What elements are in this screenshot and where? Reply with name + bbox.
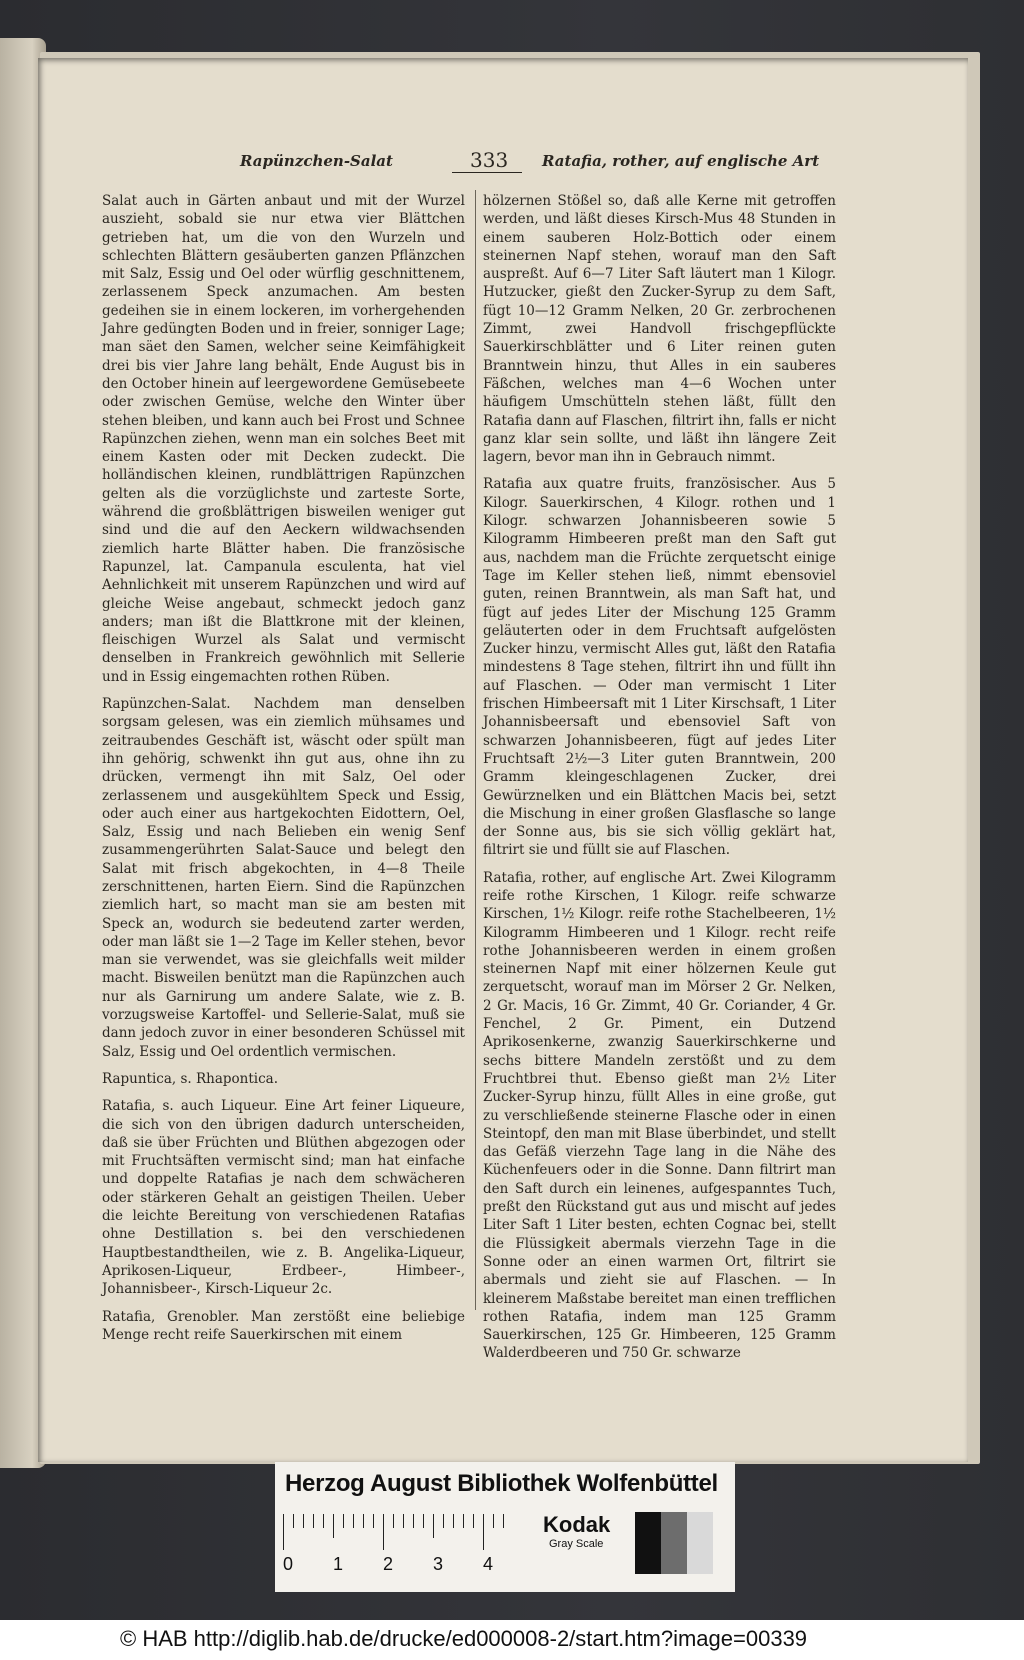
- paragraph: Rapuntica, s. Rhapontica.: [102, 1070, 279, 1087]
- ruler-number: 4: [483, 1554, 494, 1574]
- page-number: 333: [470, 148, 509, 172]
- ruler-tick: [503, 1514, 504, 1528]
- running-head-right: Ratafia, rother, auf englische Art: [542, 152, 820, 170]
- ruler-tick: [433, 1514, 434, 1538]
- ruler-tick: [483, 1514, 484, 1550]
- ruler-tick: [333, 1514, 334, 1538]
- footer-bar: [0, 1620, 1024, 1660]
- kodak-label: [543, 1512, 610, 1550]
- color-calibration-bar: [275, 1462, 735, 1592]
- page-header: [60, 92, 920, 176]
- kodak-gray-scale-label: Gray Scale: [549, 1538, 604, 1550]
- institution-label: Herzog August Bibliothek Wolfenbüttel: [285, 1470, 718, 1497]
- ruler-tick: [343, 1514, 344, 1528]
- ruler-tick: [443, 1514, 444, 1528]
- ruler-tick: [423, 1514, 424, 1528]
- gray-patch-black: [635, 1512, 661, 1574]
- ruler-number: 1: [333, 1554, 344, 1574]
- ruler-number: 3: [433, 1554, 444, 1574]
- ruler-tick: [293, 1514, 294, 1528]
- ruler-tick: [363, 1514, 364, 1528]
- paragraph: Ratafia, s. auch Liqueur. Eine Art feiner Liqueure, die sich von den übrigen dadurch unterscheiden, daß sie über Früchten und Blüthen abgezogen oder mit Fruchtsäften vermischt sind; man hat einfache und doppelte Ratafias je nach dem schwächeren oder stärkeren Gehalt an geistigen Theilen. Ueber die leichte Bereitung von verschiedenen Ratafias ohne Destillation s. bei den verschiedenen Hauptbestandtheilen, wie z. B. Angelika-Liqueur, Aprikosen-Liqueur, Erdbeer-, Himbeer-, Johannisbeer-, Kirsch-Liqueur 2c.: [102, 1098, 465, 1298]
- ruler: [283, 1514, 513, 1552]
- right-text-column: [483, 192, 836, 1372]
- ruler-tick: [463, 1514, 464, 1528]
- ruler-tick: [323, 1514, 324, 1528]
- paragraph: Ratafia aux quatre fruits, französischer. Aus 5 Kilogr. Sauerkirschen, 4 Kilogr. rothen und 1 Kilogr. schwarzen Johannisbeeren sowie 5 Kilogramm Himbeeren preßt man den Saft gut aus, nachdem man die Früchte zerquetscht einige Tage im Keller stehen ließ, nimmt ebensoviel guten, reinen Branntwein, als man Saft hat, und fügt auf jedes Liter der Mischung 125 Gramm geläuterten oder in dem Fruchtsaft aufgelösten Zucker hinzu, vermischt Alles gut, läßt den Ratafia mindestens 8 Tage stehen, filtrirt ihn und füllt ihn auf Flaschen. — Oder man vermischt 1 Liter frischen Himbeersaft mit 1 Liter Kirschsaft, 1 Liter Johannisbeersaft und ebensoviel Saft von schwarzen Johannisbeeren, fügt auf jedes Liter Fruchtsaft 2½—3 Liter guten Branntwein, 200 Gramm kleingeschlagenen Zucker, drei Gewürznelken und ein Blättchen Macis bei, setzt die Mischung in einer großen Glasflasche so lange der Sonne aus, bis sie sich völlig geklärt hat, filtrirt sie und füllt sie auf Flaschen.: [483, 476, 836, 859]
- ruler-tick: [413, 1514, 414, 1528]
- column-divider: [475, 190, 476, 1310]
- ruler-tick: [373, 1514, 374, 1528]
- running-head-left: Rapünzchen-Salat: [240, 152, 393, 170]
- gray-patch-mid: [661, 1512, 687, 1574]
- ruler-tick: [313, 1514, 314, 1528]
- left-text-column: [102, 192, 465, 1353]
- kodak-brand: Kodak: [543, 1512, 611, 1537]
- ruler-tick: [393, 1514, 394, 1528]
- paragraph: Ratafia, Grenobler. Man zerstößt eine beliebige Menge recht reife Sauerkirschen mit einem: [102, 1308, 465, 1343]
- ruler-number: 2: [383, 1554, 394, 1574]
- ruler-tick: [473, 1514, 474, 1528]
- paragraph: hölzernen Stößel so, daß alle Kerne mit getroffen werden, und läßt dieses Kirsch-Mus 48 Stunden in einem sauberen Holz-Bottich oder einem steinernen Napf stehen, worauf man den Saft auspreßt. Auf 6—7 Liter Saft läutert man 1 Kilogr. Hutzucker, gießt den Zucker-Syrup zu dem Saft, fügt 10—12 Gramm Nelken, 20 Gr. zerbrochenen Zimmt, zwei Handvoll frischgepflückte Sauerkirschblätter und 6 Liter reinen guten Branntwein hinzu, thut Alles in ein sauberes Fäßchen, welches man 4—6 Wochen unter häufigem Umschütteln stehen läßt, füllt den Ratafia dann auf Flaschen, filtrirt ihn, falls er nicht ganz klar sein sollte, und läßt ihn längere Zeit lagern, bevor man ihn in Gebrauch nimmt.: [483, 193, 836, 466]
- ruler-tick: [353, 1514, 354, 1528]
- paragraph: Ratafia, rother, auf englische Art. Zwei Kilogramm reife rothe Kirschen, 1 Kilogr. reife schwarze Kirschen, 1½ Kilogr. reife rothe Stachelbeeren, 1½ Kilogramm Himbeeren und 1 Kilogr. recht reife rothe Johannisbeeren werden in einem großen steinernen Napf mit einer hölzernen Keule gut zerquetscht, worauf man im Mörser 2 Gr. Nelken, 2 Gr. Macis, 16 Gr. Zimmt, 40 Gr. Coriander, 4 Gr. Fenchel, 2 Gr. Piment, ein Dutzend Aprikosenkerne, zwanzig Sauerkirschkerne und sechs bittere Mandeln zerstößt und zu dem Fruchtbrei thut. Ebenso gießt man 2½ Liter Zucker-Syrup hinzu, füllt Alles in eine große, gut zu verschließende steinerne Flasche oder in einen Steintopf, den man mit Blase überbindet, und stellt das Gefäß vierzehn Tage lang in die Nähe des Küchenfeuers oder in die Sonne. Dann filtrirt man den Saft durch ein leinenes, aufgespanntes Tuch, preßt den Rückstand gut aus und mischt auf jedes Liter Saft 1 Liter besten, echten Cognac bei, stellt die Flüssigkeit abermals vierzehn Tage in die Sonne oder an einen warmen Ort, filtrirt sie abermals und zieht sie auf Flaschen. — In kleinerem Maßstabe bereitet man einen trefflichen rothen Ratafia, indem man 125 Gramm Sauerkirschen, 125 Gr. Himbeeren, 125 Gramm Walderdbeeren und 750 Gr. schwarze: [483, 869, 836, 1362]
- paragraph: Rapünzchen-Salat. Nachdem man denselben sorgsam gelesen, was ein ziemlich mühsames und zeitraubendes Geschäft ist, wäscht oder spült man ihn gehörig, schwenkt ihn gut aus, ohne ihn zu drücken, vermengt ihn mit Salz, Oel oder zerlassenem und ausgekühltem Speck und Essig, oder auch einer aus hartgekochten Eidottern, Oel, Salz, Essig und nach Belieben ein wenig Senf zusammengerührten Salat-Sauce und belegt den Salat mit frisch abgekochten, in 4—8 Theile zerschnittenen, harten Eiern. Sind die Rapünzchen ziemlich hart, so macht man sie am besten mit Speck an, wodurch sie bedeutend zarter werden, oder man läßt sie 1—2 Tage im Keller stehen, bevor man sie verwendet, was sie gleichfalls weit milder macht. Bisweilen benützt man die Rapünzchen auch nur als Garnirung um andere Salate, wie z. B. vorzugsweise Kartoffel- und Sellerie-Salat, muß sie dann jedoch zuvor in einer besonderen Schüssel mit Salz, Essig und Oel ordentlich vermischen.: [102, 696, 465, 1060]
- ruler-tick: [283, 1514, 284, 1550]
- ruler-number: 0: [283, 1554, 294, 1574]
- ruler-tick: [303, 1514, 304, 1528]
- ruler-tick: [383, 1514, 384, 1550]
- ruler-tick: [493, 1514, 494, 1528]
- paragraph: Salat auch in Gärten anbaut und mit der Wurzel auszieht, sobald sie nur etwa vier Blättchen getrieben hat, um die von den Wurzeln und schlechten Blättern gesäuberten ganzen Pflänzchen mit Salz, Essig und Oel oder würflig geschnittenem, zerlassenem Speck anzumachen. Am besten gedeihen sie in einem lockeren, im vorhergehenden Jahre gedüngten Boden und in freier, sonniger Lage; man säet den Samen, welcher seine Keimfähigkeit drei bis vier Jahre lang behält, Ende August bis in den October hinein auf leergewordene Gemüsebeete oder zwischen Gemüse, welche den Winter über stehen bleiben, und kann auch bei Frost und Schnee Rapünzchen ziehen, wenn man ein solches Beet mit einem Kasten oder mit Decken zudeckt. Die holländischen kleinen, rundblättrigen Rapünzchen gelten als die vorzüglichste und zarteste Sorte, während die großblättrigen bisweilen weniger gut sind und die auf den Aeckern wildwachsenden ziemlich harte Blätter haben. Die französische Rapunzel, lat. Campanula esculenta, hat viel Aehnlichkeit mit unserem Rapünzchen und wird auf gleiche Weise angebaut, schmeckt jedoch ganz anders; man ißt die Blattkrone mit der kleinen, fleischigen Wurzel als Salat und vermischt denselben in Frankreich gewöhnlich mit Sellerie und in Essig eingemachten rothen Rüben.: [102, 193, 465, 685]
- ruler-tick: [403, 1514, 404, 1528]
- page-number-rule: [452, 172, 522, 173]
- gray-patch-light: [687, 1512, 713, 1574]
- footer-credit: © HAB http://diglib.hab.de/drucke/ed000008-2/start.htm?image=00339: [120, 1626, 808, 1651]
- ruler-tick: [453, 1514, 454, 1528]
